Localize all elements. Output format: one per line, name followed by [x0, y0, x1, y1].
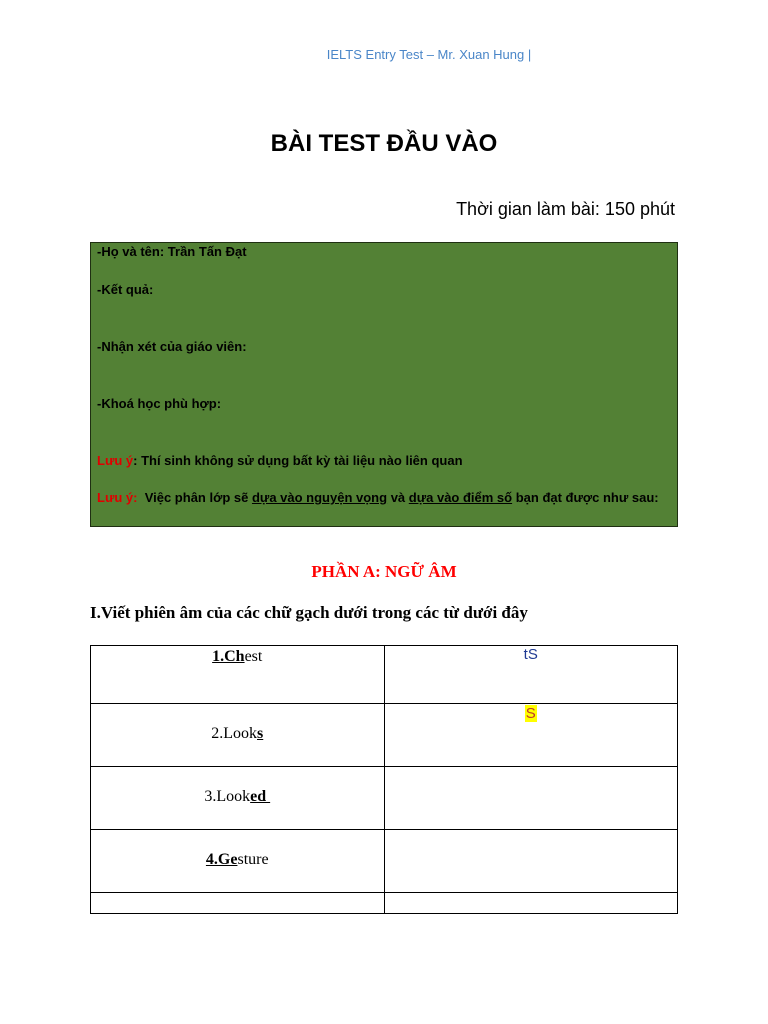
- answer-cell[interactable]: [384, 646, 678, 704]
- answer-cell[interactable]: [384, 893, 678, 914]
- word-cell: [91, 830, 385, 893]
- page-header: IELTS Entry Test – Mr. Xuan Hung |: [326, 47, 532, 62]
- note-2: [97, 490, 659, 505]
- table-row: [91, 767, 678, 830]
- table-row: [91, 704, 678, 767]
- note-2-mid: và: [387, 490, 409, 505]
- answer-cell[interactable]: [384, 767, 678, 830]
- highlighted-answer: S: [525, 705, 536, 722]
- word-cell: [91, 893, 385, 914]
- note-1: [97, 453, 463, 468]
- word: 4.Gesture: [205, 851, 269, 868]
- note-2-underline-2: dựa vào điểm số: [408, 490, 513, 505]
- answer-text: tS: [523, 646, 538, 663]
- note-2-label: Lưu ý:: [97, 490, 138, 505]
- student-info-box: [90, 242, 678, 527]
- result-label: -Kết quả:: [97, 282, 154, 297]
- page-title: BÀI TEST ĐẦU VÀO: [270, 130, 498, 157]
- note-1-label: Lưu ý: [97, 453, 134, 468]
- teacher-comment-label: -Nhận xét của giáo viên:: [97, 339, 247, 354]
- answer-cell[interactable]: [384, 704, 678, 767]
- note-2-pre: Việc phân lớp sẽ: [137, 490, 252, 505]
- table-row: [91, 646, 678, 704]
- word-cell: [91, 767, 385, 830]
- exercise-instruction: I.Viết phiên âm của các chữ gạch dưới trong các từ dưới đây: [90, 603, 528, 622]
- word-cell: [91, 646, 385, 704]
- word: 1.Chest: [212, 648, 263, 665]
- answer-cell[interactable]: [384, 830, 678, 893]
- word-cell: [91, 704, 385, 767]
- word: 3.Looked: [204, 788, 271, 805]
- table-row: [91, 830, 678, 893]
- word: 2.Looks: [211, 725, 264, 742]
- table-row: [91, 893, 678, 914]
- phonetics-table: [90, 645, 678, 914]
- student-name: -Họ và tên: Trần Tấn Đạt: [97, 244, 247, 259]
- note-2-underline-1: dựa vào nguyện vọng: [251, 490, 388, 505]
- time-limit: Thời gian làm bài: 150 phút: [456, 199, 675, 219]
- section-title: PHẦN A: NGỮ ÂM: [311, 562, 457, 581]
- course-label: -Khoá học phù hợp:: [97, 396, 222, 411]
- note-2-post: bạn đạt được như sau:: [512, 490, 659, 505]
- answer-text: [385, 704, 678, 722]
- note-1-text: : Thí sinh không sử dụng bất kỳ tài liệu nào liên quan: [133, 453, 463, 468]
